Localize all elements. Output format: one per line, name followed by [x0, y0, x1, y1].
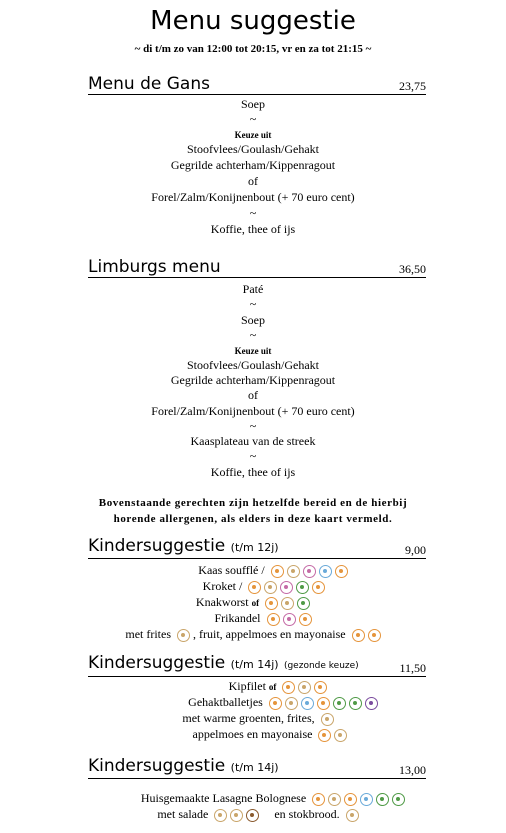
opening-hours: ~ di t/m zo van 12:00 tot 20:15, vr en za tot 21:15 ~: [134, 43, 372, 55]
menu-line: ~: [249, 206, 257, 220]
section-title: Kindersuggestie: [88, 756, 226, 776]
egg-allergen-icon: [248, 581, 261, 594]
section-price: 11,50: [399, 661, 426, 675]
gluten-allergen-icon: [334, 729, 347, 742]
list-item: [0, 594, 506, 611]
mustard-allergen-icon: [335, 565, 348, 578]
item-name: Kipfilet: [228, 679, 266, 693]
item-sides: met salade: [157, 807, 209, 821]
item-connector: of: [251, 598, 260, 608]
menu-line: ~: [249, 328, 257, 342]
gluten-allergen-icon: [285, 697, 298, 710]
item-sides: appelmoes en mayonaise: [192, 727, 313, 741]
list-item: [0, 678, 506, 695]
menu-line: ~: [249, 297, 257, 311]
mustard-allergen-icon: [314, 681, 327, 694]
egg-allergen-icon: [269, 697, 282, 710]
menu-line: ~: [249, 419, 257, 433]
section-age: (t/m 14j): [230, 658, 279, 671]
mustard-allergen-icon: [299, 613, 312, 626]
item-name: Gehaktballetjes: [188, 695, 263, 709]
section-extra: (gezonde keuze): [283, 661, 359, 671]
section-name: Limburgs menu: [88, 257, 221, 277]
gluten-allergen-icon: [298, 681, 311, 694]
nuts-allergen-icon: [365, 697, 378, 710]
soy-allergen-icon: [349, 697, 362, 710]
menu-line: Keuze uit: [234, 130, 272, 140]
egg-allergen-icon: [312, 793, 325, 806]
mustard-allergen-icon: [312, 581, 325, 594]
section-age: (t/m 14j): [230, 761, 279, 774]
section-name: [88, 536, 279, 558]
list-item: [0, 578, 506, 594]
egg-allergen-icon: [267, 613, 280, 626]
item-name: Huisgemaakte Lasagne Bolognese: [140, 791, 307, 805]
egg-allergen-icon: [265, 597, 278, 610]
page-title: Menu suggestie: [150, 6, 356, 36]
menu-line: Forel/Zalm/Konijnenbout (+ 70 euro cent): [151, 190, 355, 204]
egg-allergen-icon: [318, 729, 331, 742]
item-name: Knakworst: [195, 595, 249, 609]
soy-allergen-icon: [392, 793, 405, 806]
gluten-allergen-icon: [328, 793, 341, 806]
section-name: [88, 653, 359, 676]
sulphite-allergen-icon: [283, 613, 296, 626]
celery-allergen-icon: [376, 793, 389, 806]
egg-allergen-icon: [282, 681, 295, 694]
item-name: Kroket /: [202, 579, 243, 593]
sulphite-allergen-icon: [303, 565, 316, 578]
menu-line: Koffie, thee of ijs: [210, 465, 296, 479]
egg-allergen-icon: [352, 629, 365, 642]
celery-allergen-icon: [296, 581, 309, 594]
section-price: 23,75: [399, 79, 426, 93]
gluten-allergen-icon: [287, 565, 300, 578]
section-title: Kindersuggestie: [88, 653, 226, 673]
menu-line: ~: [249, 112, 257, 126]
allergen-note-line: Bovenstaande gerechten zijn hetzelfde bereid en de hierbij: [98, 497, 408, 509]
section-price: 13,00: [399, 763, 426, 777]
item-sides: en stokbrood.: [274, 807, 340, 821]
section-price: 9,00: [405, 543, 426, 557]
menu-line: Stoofvlees/Goulash/Gehakt: [187, 358, 319, 372]
menu-line: Soep: [241, 97, 265, 111]
egg-allergen-icon: [271, 565, 284, 578]
section-title: Kindersuggestie: [88, 536, 226, 556]
section-header-kindersuggestie-14: [88, 756, 426, 779]
celery-allergen-icon: [297, 597, 310, 610]
item-connector: of: [268, 682, 277, 692]
milk-allergen-icon: [319, 565, 332, 578]
menu-line: Gegrilde achterham/Kippenragout: [170, 373, 336, 387]
menu-line: ~: [249, 449, 257, 463]
section-header-menu-de-gans: [88, 72, 426, 95]
gluten-allergen-icon: [230, 809, 243, 822]
menu-line: Gegrilde achterham/Kippenragout: [170, 158, 336, 172]
gluten-allergen-icon: [346, 809, 359, 822]
item-sides: met warme groenten, frites,: [182, 711, 315, 725]
nuts-allergen-icon: [246, 809, 259, 822]
milk-allergen-icon: [360, 793, 373, 806]
list-item: [0, 626, 506, 642]
section-header-limburgs-menu: [88, 255, 426, 278]
menu-line: Stoofvlees/Goulash/Gehakt: [187, 142, 319, 156]
item-name: met frites: [125, 627, 172, 641]
allergen-note-line: horende allergenen, als elders in deze kaart vermeld.: [113, 513, 393, 525]
menu-line: Paté: [242, 282, 264, 296]
list-item: [0, 710, 506, 726]
milk-allergen-icon: [301, 697, 314, 710]
menu-line: Koffie, thee of ijs: [210, 222, 296, 236]
mustard-allergen-icon: [368, 629, 381, 642]
mustard-allergen-icon: [344, 793, 357, 806]
gluten-allergen-icon: [281, 597, 294, 610]
list-item: [0, 726, 506, 742]
section-age: (t/m 12j): [230, 541, 279, 554]
menu-line: Keuze uit: [234, 346, 272, 356]
list-item: [0, 694, 506, 710]
section-name: Menu de Gans: [88, 74, 210, 94]
gluten-allergen-icon: [321, 713, 334, 726]
menu-line: of: [248, 174, 258, 188]
list-item: [0, 610, 506, 626]
list-item: [0, 790, 506, 806]
item-sides: , fruit, appelmoes en mayonaise: [193, 627, 346, 641]
list-item: [0, 806, 506, 822]
section-header-kindersuggestie-14-healthy: [88, 654, 426, 677]
menu-line: Kaasplateau van de streek: [190, 434, 316, 448]
gluten-allergen-icon: [214, 809, 227, 822]
section-name: [88, 756, 279, 778]
menu-line: of: [248, 388, 258, 402]
menu-line: Soep: [241, 313, 265, 327]
mustard-allergen-icon: [317, 697, 330, 710]
gluten-allergen-icon: [177, 629, 190, 642]
list-item: [0, 562, 506, 578]
gluten-allergen-icon: [264, 581, 277, 594]
sulphite-allergen-icon: [280, 581, 293, 594]
celery-allergen-icon: [333, 697, 346, 710]
section-header-kindersuggestie-12: [88, 536, 426, 559]
item-name: Frikandel: [214, 611, 261, 625]
item-name: Kaas soufflé /: [198, 563, 265, 577]
menu-line: Forel/Zalm/Konijnenbout (+ 70 euro cent): [151, 404, 355, 418]
section-price: 36,50: [399, 262, 426, 276]
